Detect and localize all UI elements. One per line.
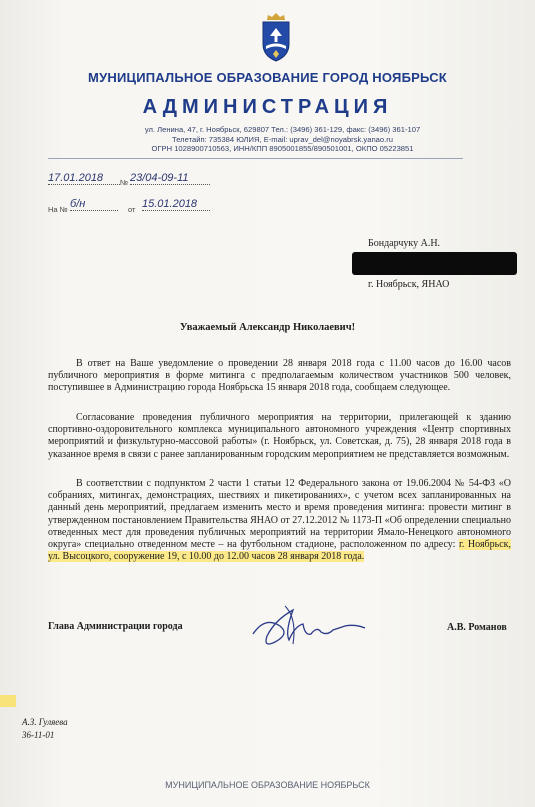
outgoing-number-label: № (120, 178, 129, 187)
paragraph-3-text: В соответствии с подпунктом 2 части 1 статьи 12 Федерального закона от 19.06.2004 № 54-ФЗ «О собраниях, митингах, демонстрациях, шествиях и пикетированиях», с учетом всех запланированных на данный день мероприятий, предлагаем изменить место и время проведения митинга: провести митинг в утвержденном постановлением Правительства ЯНАО от 27.12.2012 № 1173-П «Об определении специально отведенных мест для проведения публичных мероприятий на территории Ямало-Ненецкого автономного округа» специально отведенном месте – на футбольном стадионе, расположенном по адресу: (48, 478, 511, 551)
reply-date-label: от (128, 205, 136, 214)
reply-number-label: На № (48, 205, 68, 214)
coat-of-arms-icon (261, 12, 291, 62)
contact-line-registry: ОГРН 1028900710563, ИНН/КПП 8905001855/890501001, ОКПО 05223851 (151, 144, 414, 154)
contact-line-address: ул. Ленина, 47, г. Ноябрьск, 629807 Тел.: (3496) 361-129, факс: (3496) 361-107 (144, 125, 421, 134)
salutation: Уважаемый Александр Николаевич! (179, 322, 356, 333)
executor-name: А.З. Гуляева (22, 717, 68, 727)
header-divider (48, 158, 463, 159)
organization-name: МУНИЦИПАЛЬНОЕ ОБРАЗОВАНИЕ ГОРОД НОЯБРЬСК (88, 70, 447, 85)
executor-phone: 36-11-01 (22, 730, 55, 740)
addressee-city: г. Ноябрьск, ЯНАО (368, 279, 450, 290)
paragraph-3 (48, 478, 511, 563)
administration-title: АДМИНИСТРАЦИЯ (142, 96, 393, 118)
contact-line-email: Телетайп: 735384 ЮЛИЯ, E-mail: uprav_del@noyabrsk.yanao.ru (172, 134, 393, 144)
highlighted-address: г. Ноябрьск, ул. Высоцкого, сооружение 19, с 10.00 до 12.00 часов 28 января 2018 года. (48, 539, 511, 563)
reply-number: б/н (70, 198, 118, 211)
page-footer: МУНИЦИПАЛЬНОЕ ОБРАЗОВАНИЕ НОЯБРЬСК (165, 780, 370, 790)
outgoing-number: 23/04-09-11 (130, 172, 210, 185)
outgoing-date: 17.01.2018 (48, 172, 120, 185)
handwritten-signature (245, 596, 375, 656)
redacted-address (352, 252, 517, 275)
executor-info (22, 716, 68, 742)
paragraph-2: Согласование проведения публичного мероприятия на территории, прилегающей к зданию спортивно-оздоровительного комплекса муниципального автономного учреждения «Центр спортивных мероприятий и физкультурно-массовой работы» (г. Ноябрьск, ул. Советская, д. 75), 28 января 2018 года в указанное время в связи с ранее запланированным городским мероприятием не представляется возможным. (48, 412, 511, 460)
highlighter-mark (0, 695, 16, 707)
paragraph-1: В ответ на Ваше уведомление о проведении 28 января 2018 года с 11.00 часов до 16.00 часов публичного мероприятия в форме митинга с предполагаемым количеством участников 500 человек, поступившее в Администрацию города Ноябрьска 15 января 2018 года, сообщаем следующее. (48, 358, 511, 394)
contact-details (110, 125, 455, 154)
reply-date: 15.01.2018 (142, 198, 210, 211)
addressee-name: Бондарчуку А.Н. (368, 238, 441, 249)
signatory-position: Глава Администрации города (48, 621, 183, 632)
signatory-name: А.В. Романов (447, 622, 507, 633)
